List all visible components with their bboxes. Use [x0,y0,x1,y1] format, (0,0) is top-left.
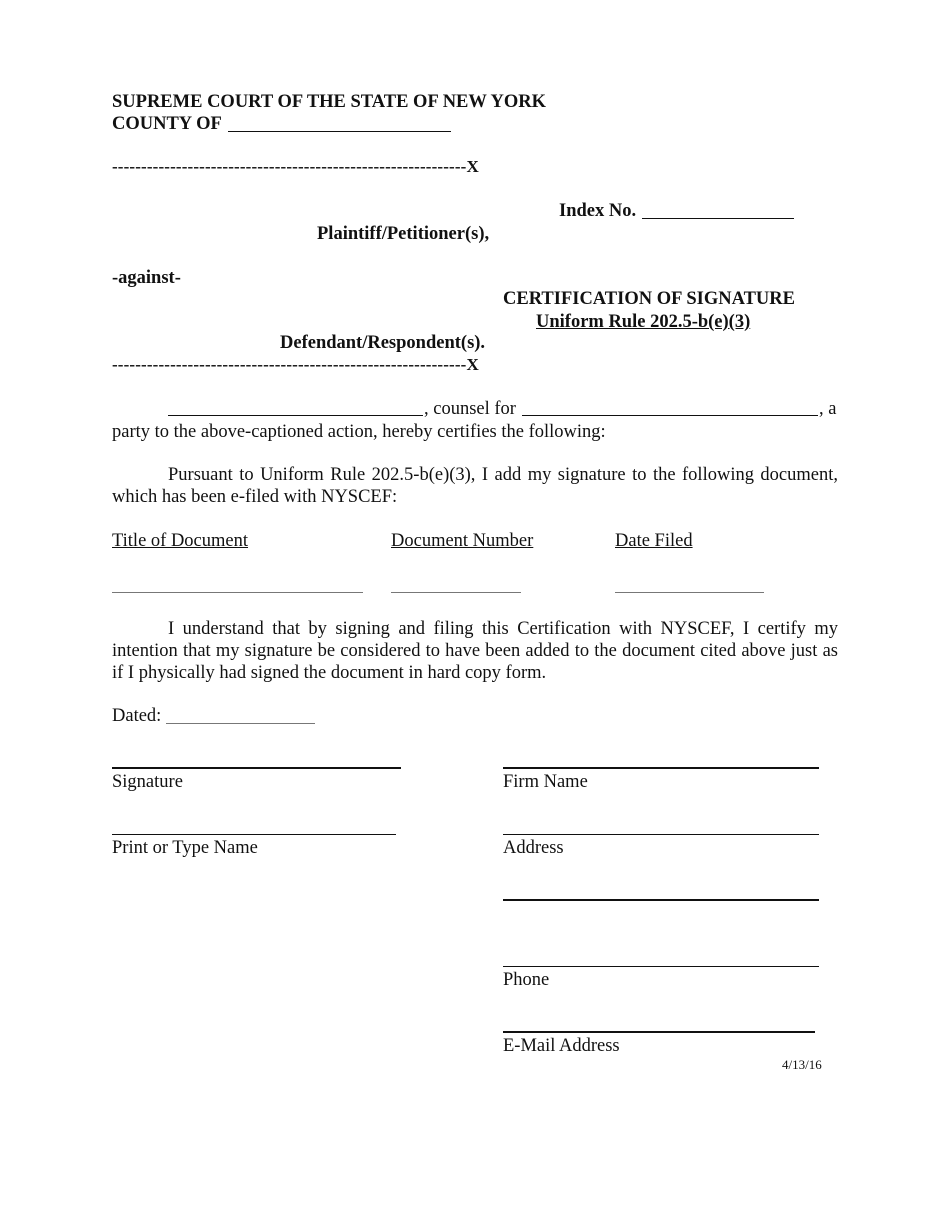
header-date-filed: Date Filed [615,531,693,551]
index-label: Index No. [559,201,637,221]
print-name-line[interactable] [112,834,396,835]
email-label: E-Mail Address [503,1036,620,1056]
pursuant-text: Pursuant to Uniform Rule 202.5-b(e)(3), I add my signature to the following document, which has been e-filed with NYSCEF: [112,465,838,507]
signature-line[interactable] [112,767,401,769]
header-title-of-document: Title of Document [112,531,249,551]
understand-paragraph [112,618,838,684]
understand-text: I understand that by signing and filing this Certification with NYSCEF, I certify my intention that my signature be considered to have been added to the document cited above just as if I physically had signed the document in hard copy form. [112,619,838,683]
index-number-field[interactable] [642,218,794,219]
document-number-field[interactable] [391,592,521,593]
counsel-suffix-text: , a [819,399,837,419]
phone-line[interactable] [503,966,819,967]
form-revision-date: 4/13/16 [782,1057,822,1072]
certifies-line: party to the above-captioned action, hereby certifies the following: [112,422,606,442]
court-name: SUPREME COURT OF THE STATE OF NEW YORK [112,92,546,112]
plaintiff-label: Plaintiff/Petitioner(s), [317,224,490,244]
document-title-field[interactable] [112,592,363,593]
counsel-for-text: , counsel for [424,399,516,419]
phone-label: Phone [503,970,550,990]
signature-label: Signature [112,772,183,792]
rule-subtitle: Uniform Rule 202.5-b(e)(3) [536,312,751,332]
caption-separator-top: -------------------------------------------------------------X [112,157,479,176]
caption-separator-bottom: -------------------------------------------------------------X [112,355,479,374]
firm-name-label: Firm Name [503,772,588,792]
county-label: COUNTY OF [112,114,222,134]
firm-name-line[interactable] [503,767,819,769]
defendant-label: Defendant/Respondent(s). [280,333,486,353]
email-line[interactable] [503,1031,815,1033]
date-filed-field[interactable] [615,592,764,593]
document-title: CERTIFICATION OF SIGNATURE [503,289,795,309]
against-label: -against- [112,268,181,288]
print-name-label: Print or Type Name [112,838,258,858]
address-line[interactable] [503,834,819,835]
party-name-field[interactable] [522,415,818,416]
header-document-number: Document Number [391,531,534,551]
county-field[interactable] [228,131,451,132]
pursuant-paragraph [112,464,838,508]
dated-label: Dated: [112,706,162,726]
address-label: Address [503,838,564,858]
address-line-2[interactable] [503,899,819,901]
dated-field[interactable] [166,723,315,724]
counsel-name-field[interactable] [168,415,423,416]
